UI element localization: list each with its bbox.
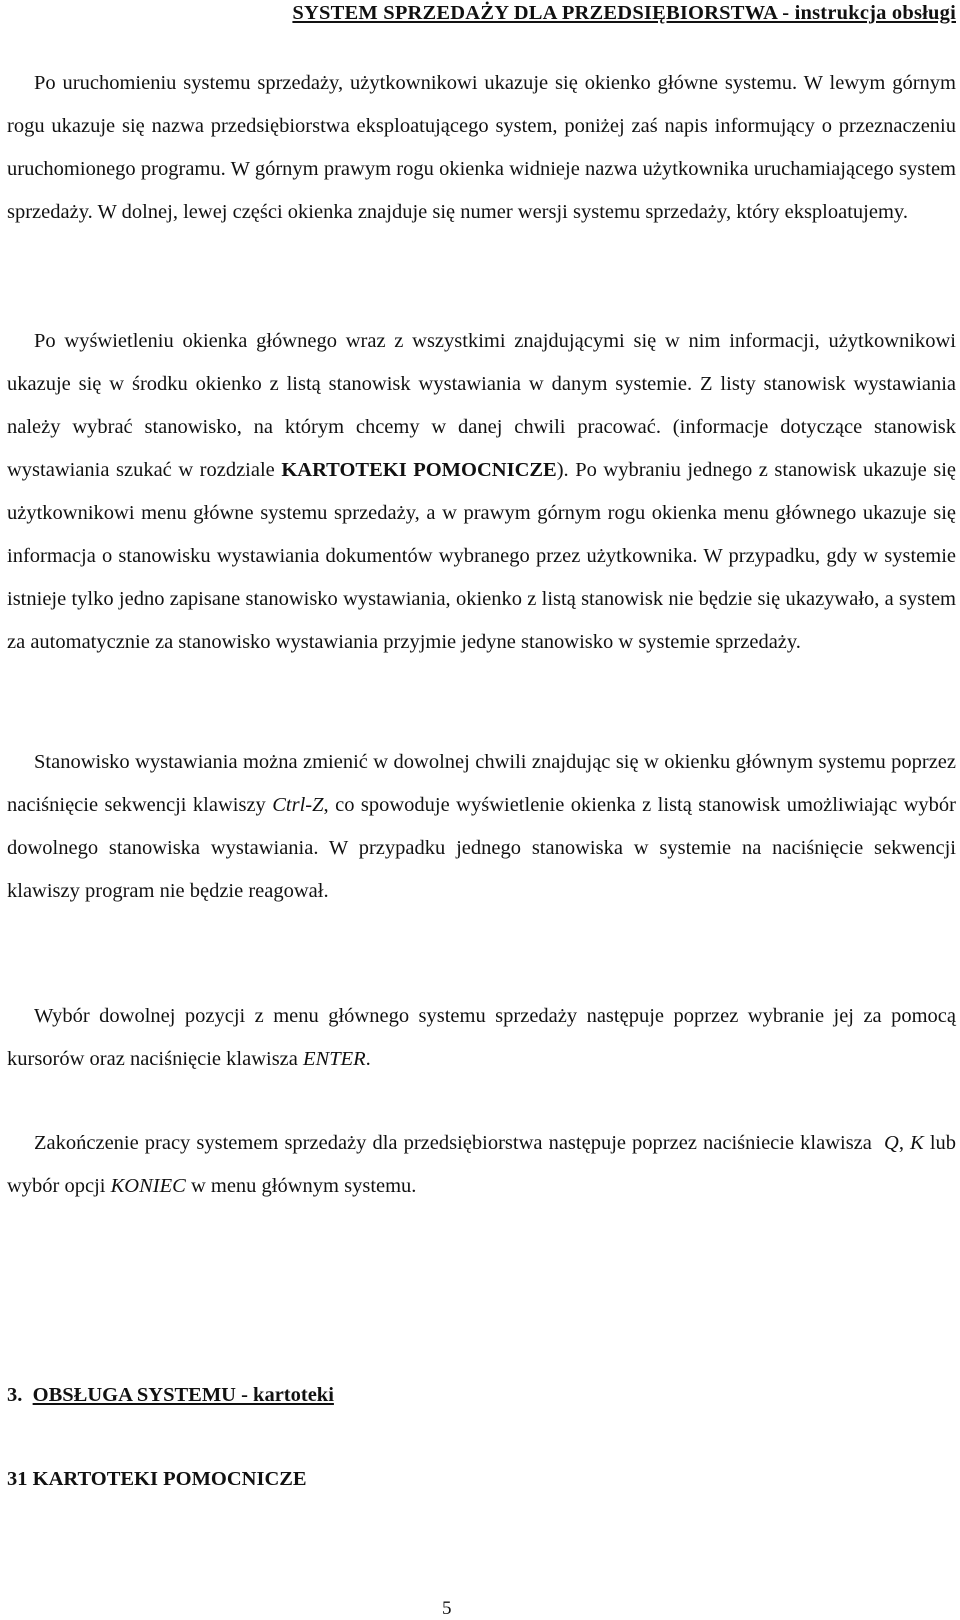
paragraph-1-text: Po uruchomieniu systemu sprzedaży, użytkownikowi ukazuje się okienko główne systemu. W lewym górnym rogu ukazuje się nazwa przedsiębiorstwa eksploatującego system, poniżej zaś napis informujący o przeznaczeniu uruchomionego programu. W górnym prawym rogu okienka widnieje nazwa użytkownika uruchamiającego system sprzedaży. W dolnej, lewej części okienka znajduje się numer wersji systemu sprzedaży, który eksploatujemy.	[7, 72, 956, 223]
paragraph-3-text-a: Stanowisko wystawiania można zmienić w dowolnej chwili znajdując się w okienku głównym systemu poprzez naciśnięcie sekwencji klawiszy	[7, 751, 956, 816]
paragraph-workstation-list	[7, 320, 956, 664]
option-koniec: KONIEC	[110, 1175, 186, 1197]
paragraph-3-text-b: , co spowoduje wyświetlenie okienka z listą stanowisk umożliwiając wybór dowolnego stanowiska wystawiania. W przypadku jednego stanowiska w systemie na naciśnięcie sekwencji klawiszy program nie będzie reagował.	[7, 794, 956, 902]
paragraph-2-text-b: ). Po wybraniu jednego z stanowisk ukazuje się użytkownikowi menu główne systemu sprzedaży, a w prawym górnym rogu okienka menu głównego ukazuje się informacja o stanowisku wystawiania dokumentów wybranego przez użytkownika. W przypadku, gdy w systemie istnieje tylko jedno zapisane stanowisko wystawiania, okienko z listą stanowisk nie będzie się ukazywało, a system za automatycznie za stanowisko wystawiania przyjmie jedyne stanowisko w systemie sprzedaży.	[7, 459, 956, 653]
section-3-number: 3.	[7, 1384, 23, 1406]
paragraph-change-workstation	[7, 741, 956, 913]
chapter-reference: KARTOTEKI POMOCNICZE	[281, 459, 557, 481]
page-number: 5	[442, 1598, 452, 1619]
document-page	[7, 0, 956, 1617]
paragraph-5-text-a: Zakończenie pracy systemem sprzedaży dla przedsiębiorstwa następuje poprzez naciśniecie klawisza	[34, 1132, 872, 1154]
paragraph-exit-program	[7, 1122, 956, 1208]
paragraph-4-text-b: .	[365, 1048, 371, 1070]
key-q: Q	[884, 1132, 899, 1154]
document-header-title: SYSTEM SPRZEDAŻY DLA PRZEDSIĘBIORSTWA - instrukcja obsługi	[292, 2, 956, 24]
section-31-heading: 31 KARTOTEKI POMOCNICZE	[7, 1468, 307, 1490]
paragraph-main-window	[7, 62, 956, 234]
paragraph-2-text-a: Po wyświetleniu okienka głównego wraz z wszystkimi znajdującymi się w nim informacji, użytkownikowi ukazuje się w środku okienko z listą stanowisk wystawiania w danym systemie. Z listy stanowisk wystawiania należy wybrać stanowisko, na którym chcemy w danej chwili pracować. (informacje dotyczące stanowisk wystawiania szukać w rozdziale	[7, 330, 956, 481]
key-sequence-ctrl-z: Ctrl-Z	[272, 794, 324, 816]
paragraph-5-comma: ,	[898, 1132, 904, 1154]
paragraph-5-text-b: w menu głównym systemu.	[190, 1175, 417, 1197]
paragraph-4-text-a: Wybór dowolnej pozycji z menu głównego systemu sprzedaży następuje poprzez wybranie jej za pomocą kursorów oraz naciśnięcie klawisza	[7, 1005, 956, 1070]
key-k: K	[910, 1132, 924, 1154]
paragraph-menu-selection	[7, 995, 956, 1081]
key-enter: ENTER	[303, 1048, 366, 1070]
paragraph-5-text-mid: lub wybór opcji	[7, 1132, 957, 1197]
section-3-heading	[7, 1384, 334, 1407]
section-3-title: OBSŁUGA SYSTEMU - kartoteki	[32, 1384, 334, 1406]
